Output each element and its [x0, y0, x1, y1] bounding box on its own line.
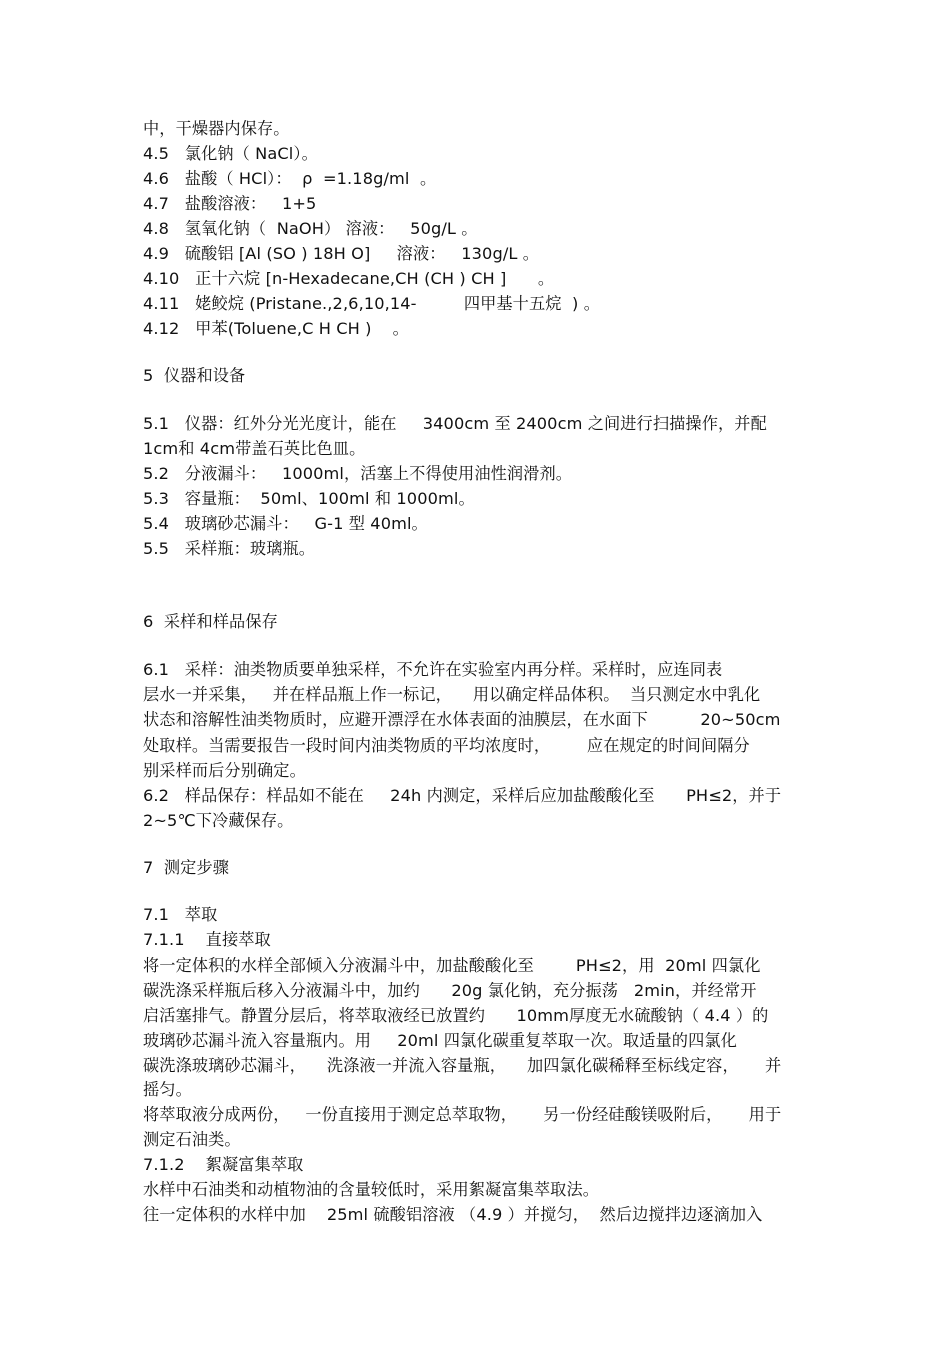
text-line: 2~5℃下冷藏保存。: [143, 811, 294, 830]
text-line: 4.12 甲苯(Toluene,C H CH ) 。: [143, 319, 409, 338]
text-line: 状态和溶解性油类物质时，应避开漂浮在水体表面的油膜层，在水面下 20~50cm: [143, 710, 781, 729]
section-heading: 5 仪器和设备: [143, 366, 246, 385]
text-line: 碳洗涤玻璃砂芯漏斗， 洗涤液一并流入容量瓶， 加四氯化碳稀释至标线定容， 并: [143, 1056, 782, 1075]
text-line: 玻璃砂芯漏斗流入容量瓶内。用 20ml 四氯化碳重复萃取一次。取适量的四氯化: [143, 1031, 737, 1050]
text-line: 4.8 氢氧化钠（ NaOH） 溶液： 50g/L 。: [143, 219, 478, 238]
text-line: 处取样。当需要报告一段时间内油类物质的平均浓度时， 应在规定的时间间隔分: [143, 736, 750, 755]
text-line: 碳洗涤采样瓶后移入分液漏斗中，加约 20g 氯化钠，充分振荡 2min，并经常开: [143, 981, 757, 1000]
subsection-heading: 7.1 萃取: [143, 905, 218, 924]
text-line: 4.9 硫酸铝 [Al (SO ) 18H O] 溶液： 130g/L 。: [143, 244, 540, 263]
text-line: 往一定体积的水样中加 25ml 硫酸铝溶液 （4.9 ）并搅匀， 然后边搅拌边逐滴加入: [143, 1205, 763, 1224]
text-line: 将一定体积的水样全部倾入分液漏斗中，加盐酸酸化至 PH≤2，用 20ml 四氯化: [143, 956, 761, 975]
subsection-heading: 7.1.1 直接萃取: [143, 930, 271, 949]
text-line: 4.5 氯化钠（ NaCl）。: [143, 144, 318, 163]
text-line: 启活塞排气。静置分层后，将萃取液经已放置约 10mm厚度无水硫酸钠（ 4.4 ）的: [143, 1006, 769, 1025]
text-line: 6.1 采样：油类物质要单独采样，不允许在实验室内再分样。采样时，应连同表: [143, 660, 723, 679]
text-line: 1cm和 4cm带盖石英比色皿。: [143, 439, 366, 458]
text-line: 层水一并采集， 并在样品瓶上作一标记， 用以确定样品体积。 当只测定水中乳化: [143, 685, 761, 704]
text-line: 摇匀。: [143, 1080, 192, 1099]
text-line: 4.7 盐酸溶液： 1+5: [143, 194, 317, 213]
text-line: 5.2 分液漏斗： 1000ml，活塞上不得使用油性润滑剂。: [143, 464, 573, 483]
text-line: 将萃取液分成两份， 一份直接用于测定总萃取物， 另一份经硅酸镁吸附后， 用于: [143, 1105, 782, 1124]
text-line: 6.2 样品保存：样品如不能在 24h 内测定，采样后应加盐酸酸化至 PH≤2，并于: [143, 786, 782, 805]
text-line: 4.10 正十六烷 [n-Hexadecane,CH (CH ) CH ] 。: [143, 269, 555, 288]
text-line: 测定石油类。: [143, 1130, 241, 1149]
text-line: 4.6 盐酸（ HCl）： ρ =1.18g/ml 。: [143, 169, 437, 188]
section-heading: 6 采样和样品保存: [143, 612, 278, 631]
text-line: 中，干燥器内保存。: [143, 119, 290, 138]
text-line: 5.3 容量瓶： 50ml、100ml 和 1000ml。: [143, 489, 475, 508]
text-line: 5.4 玻璃砂芯漏斗： G-1 型 40ml。: [143, 514, 428, 533]
subsection-heading: 7.1.2 絮凝富集萃取: [143, 1155, 304, 1174]
text-line: 4.11 姥鲛烷 (Pristane.,2,6,10,14- 四甲基十五烷 ) 。: [143, 294, 600, 313]
text-line: 5.1 仪器：红外分光光度计，能在 3400cm 至 2400cm 之间进行扫描操作，并配: [143, 414, 767, 433]
text-line: 别采样而后分别确定。: [143, 761, 306, 780]
section-heading: 7 测定步骤: [143, 858, 230, 877]
text-line: 5.5 采样瓶：玻璃瓶。: [143, 539, 316, 558]
text-line: 水样中石油类和动植物油的含量较低时，采用絮凝富集萃取法。: [143, 1180, 600, 1199]
